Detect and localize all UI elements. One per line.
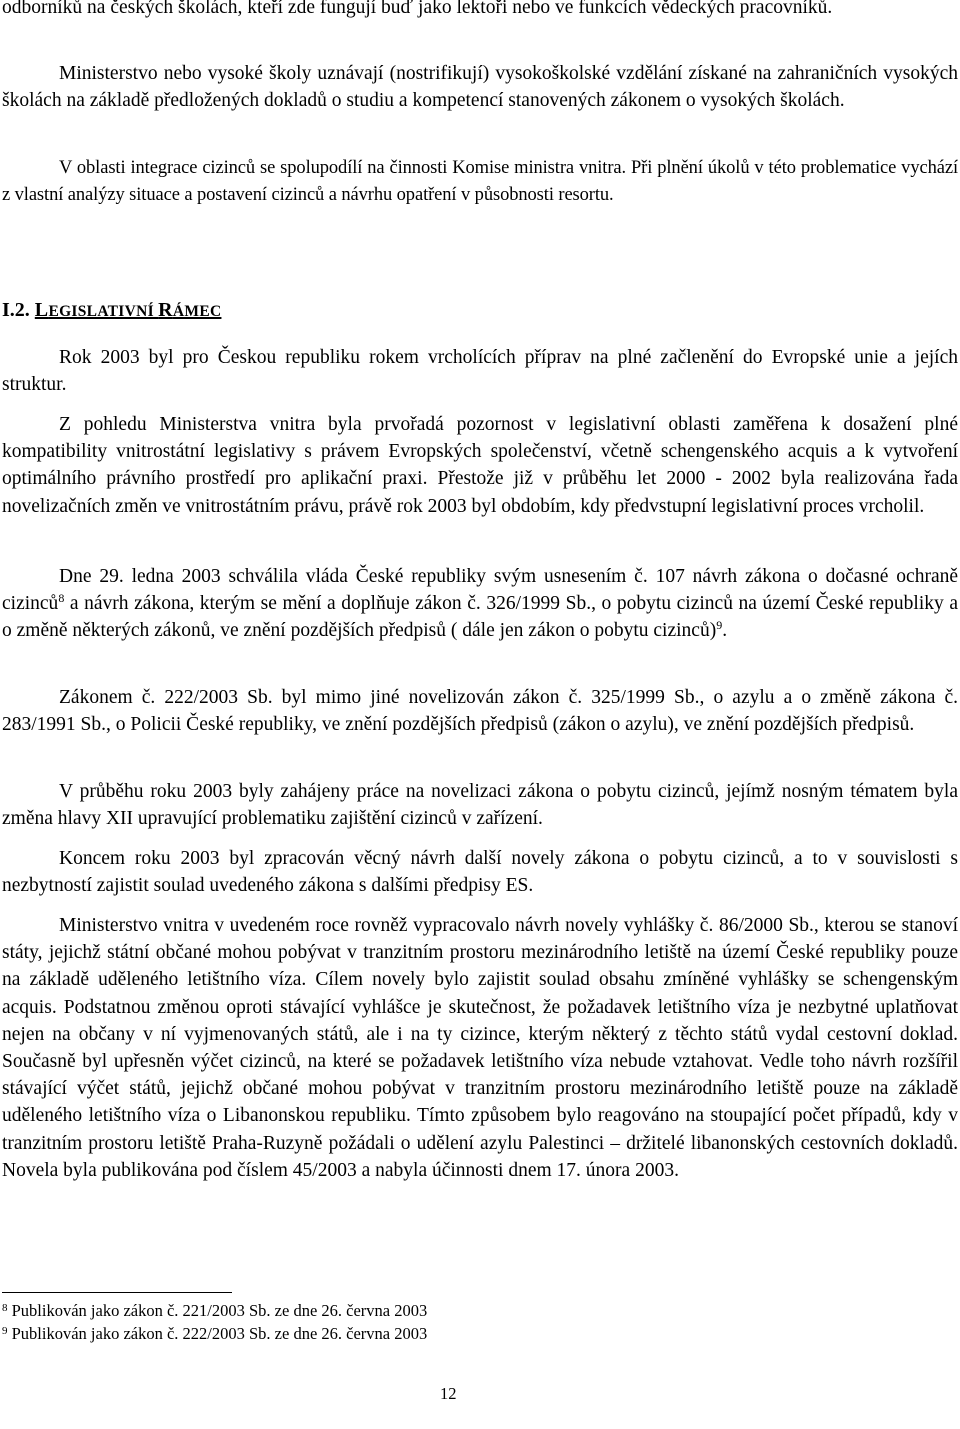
footnote-ref-9[interactable]: 9	[716, 618, 723, 633]
section-title: LEGISLATIVNÍ RÁMEC	[34, 299, 222, 321]
footnote-text: Publikován jako zákon č. 221/2003 Sb. ze dne 26. června 2003	[11, 1301, 428, 1320]
paragraph-nostrification: Ministerstvo nebo vysoké školy uznávají (nostrifikují) vysokoškolské vzdělání získané na zahraničních vysokých školách na základě předložených dokladů o studiu a kompetencí stanovených zákonem o vysokých školách.	[2, 63, 958, 112]
paragraph-amendment-work: V průběhu roku 2003 byly zahájeny práce na novelizaci zákona o pobytu cizinců, jejímž nosným tématem byla změna hlavy XII upravující problematiku zajištění cizinců v zařízení.	[2, 781, 958, 830]
paragraph-year-2003: Rok 2003 byl pro Českou republiku rokem vrcholících příprav na plné začlenění do Evropské unie a jejích struktur.	[2, 347, 958, 396]
section-heading	[2, 297, 221, 325]
footnote-mark: 8	[2, 1302, 8, 1314]
paragraph-decree-amendment: Ministerstvo vnitra v uvedeném roce rovněž vypracovalo návrh novely vyhlášky č. 86/2000 Sb., kterou se stanoví státy, jejichž státní občané mohou pobývat v tranzitním prostoru mezinárodního letiště na území České republiky pouze na základě uděleného letištního víza. Cílem novely bylo zajistit soulad obsahu zmíněné vyhlášky se schengenským acquis. Podstatnou změnou oproti stávající vyhlášce je skutečnost, že požadavek letištního víza je nezbytné uplatňovat nejen na občany v ní vyjmenovaných států, ale i na ty cizince, kterým některý z těchto států vydal cestovní doklad. Současně byl upřesněn výčet cizinců, na které se požadavek letištního víza nebude vztahovat. Vedle toho návrh rozšířil stávající výčet států, jejichž občané mohou pobývat v tranzitním prostoru mezinárodního letiště pouze na základě uděleného letištního víza o Libanonskou republiku. Tímto způsobem bylo reagováno na stoupající počet případů, kdy v tranzitním prostoru letiště Praha-Ruzyně požádali o udělení azylu Palestinci – držitelé libanonských cestovních dokladů. Novela byla publikována pod číslem 45/2003 a nabyla účinnosti dnem 17. února 2003.	[2, 915, 958, 1181]
footnote-8	[2, 1300, 427, 1322]
footnote-9	[2, 1323, 427, 1345]
section-number: I.2.	[2, 299, 30, 321]
footnote-ref-8[interactable]: 8	[58, 591, 65, 606]
footnote-text: Publikován jako zákon č. 222/2003 Sb. ze dne 26. června 2003	[11, 1324, 428, 1343]
footnote-separator	[2, 1292, 232, 1293]
paragraph-integration: V oblasti integrace cizinců se spolupodílí na činnosti Komise ministra vnitra. Při plnění úkolů v této problematice vychází z vlastní analýzy situace a postavení cizinců a návrhu opatření v působnosti resortu.	[2, 158, 958, 206]
paragraph-draft-amendment: Koncem roku 2003 byl zpracován věcný návrh další novely zákona o pobytu cizinců, a to v souvislosti s nezbytností zajistit soulad uvedeného zákona s dalšími předpisy ES.	[2, 848, 958, 897]
paragraph-continuation: odborníků na českých školách, kteří zde fungují buď jako lektoři nebo ve funkcích vědeckých pracovníků.	[2, 0, 833, 18]
paragraph-government-approval: Dne 29. ledna 2003 schválila vláda České republiky svým usnesením č. 107 návrh zákona o dočasné ochraně cizinců$^8$ a návrh zákona, kterým se mění a doplňuje zákon č. 326/1999 Sb., o pobytu cizinců na území České republiky a o změně některých zákonů, ve znění pozdějších předpisů ( dále jen zákon o pobytu cizinců)$^9$.	[2, 566, 958, 642]
paragraph-ministry-view: Z pohledu Ministerstva vnitra byla prvořadá pozornost v legislativní oblasti zaměřena k dosažení plné kompatibility vnitrostátní legislativy s právem Evropských společenství, včetně schengenského acquis a k vytvoření optimálního právního prostředí pro aplikační praxi. Přestože již v průběhu let 2000 - 2002 byla realizována řada novelizačních změn ve vnitrostátním právu, právě rok 2003 byl obdobím, kdy předvstupní legislativní proces vrcholil.	[2, 414, 958, 517]
paragraph-asylum-law: Zákonem č. 222/2003 Sb. byl mimo jiné novelizován zákon č. 325/1999 Sb., o azylu a o změně zákona č. 283/1991 Sb., o Policii České republiky, ve znění pozdějších předpisů (zákon o azylu), ve znění pozdějších předpisů.	[2, 687, 958, 736]
page-number: 12	[440, 1384, 457, 1403]
footnote-mark: 9	[2, 1325, 8, 1337]
